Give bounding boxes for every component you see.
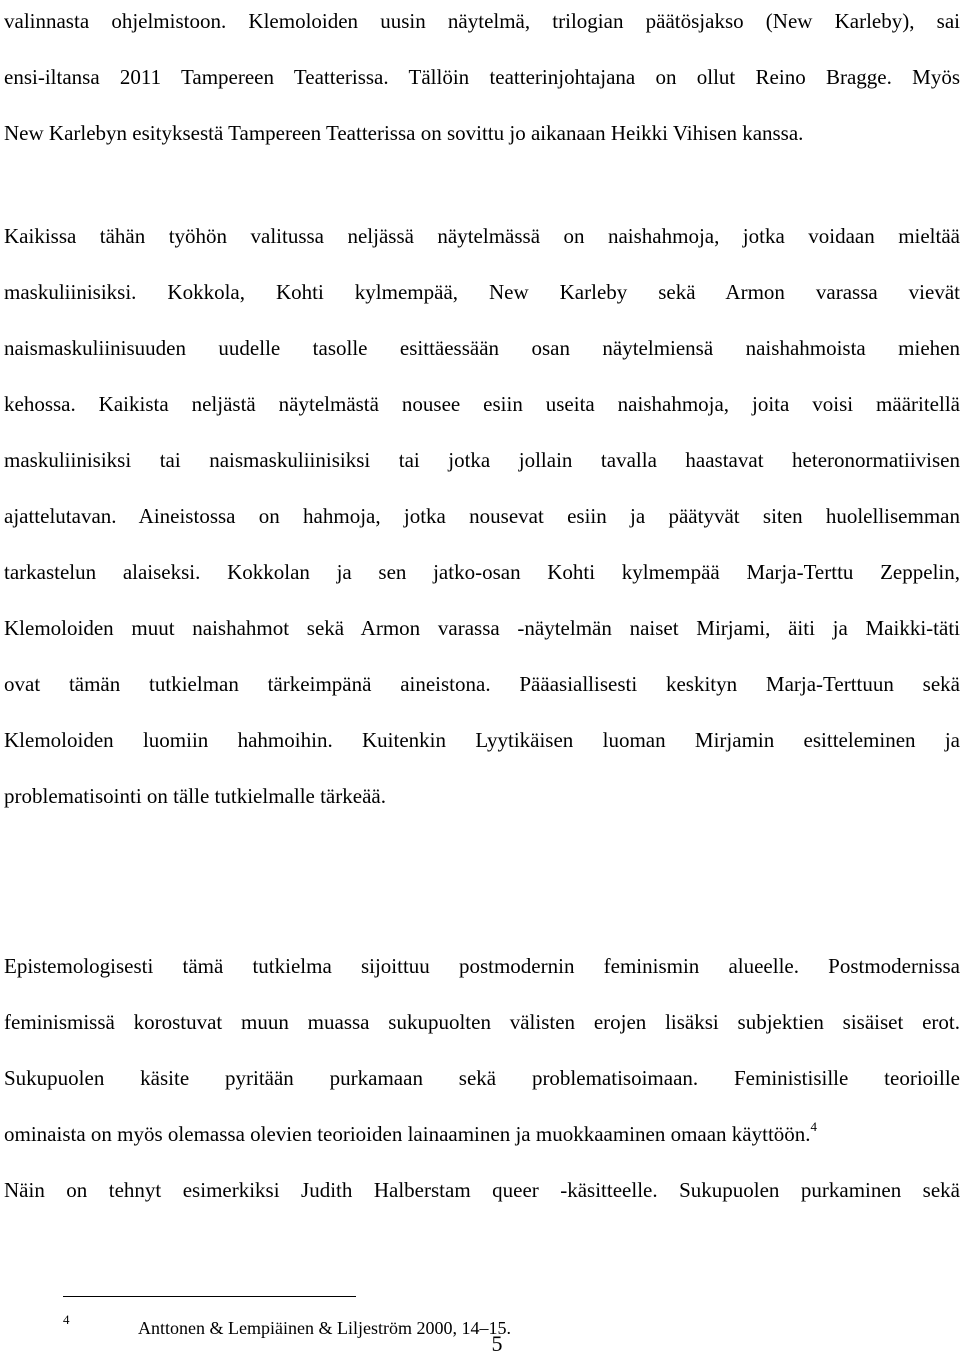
text-line: New Karlebyn esityksestä Tampereen Teatterissa on sovittu jo aikanaan Heikki Vihisen kanssa. — [4, 121, 804, 145]
text-line: Sukupuolen käsite pyritään purkamaan sekä problematisoimaan. Feministisille teorioille — [4, 1066, 960, 1090]
text-line: maskuliinisiksi. Kokkola, Kohti kylmempää, New Karleby sekä Armon varassa vievät — [4, 280, 960, 304]
page-number: 5 — [491, 1331, 503, 1356]
paragraph-2 — [4, 208, 960, 824]
footnote-reference[interactable]: 4 — [810, 1119, 818, 1134]
text-line: valinnasta ohjelmistoon. Klemoloiden uusin näytelmä, trilogian päätösjakso (New Karleby), sai — [4, 9, 960, 33]
paragraph-3 — [4, 938, 960, 1218]
text-line: ajattelutavan. Aineistossa on hahmoja, jotka nousevat esiin ja päätyvät siten huolellisemman — [4, 504, 960, 528]
text-line: feminismissä korostuvat muun muassa sukupuolten välisten erojen lisäksi subjektien sisäiset erot. — [4, 1010, 960, 1034]
text-line: ominaista on myös olemassa olevien teorioiden lainaaminen ja muokkaaminen omaan käyttöön. — [4, 1122, 811, 1146]
text-line: Epistemologisesti tämä tutkielma sijoittuu postmodernin feminismin alueelle. Postmodernissa — [4, 954, 960, 978]
text-line: tarkastelun alaiseksi. Kokkolan ja sen jatko-osan Kohti kylmempää Marja-Terttu Zeppelin, — [4, 560, 960, 584]
text-line: Näin on tehnyt esimerkiksi Judith Halberstam queer -käsitteelle. Sukupuolen purkaminen sekä — [4, 1178, 960, 1202]
text-line: naismaskuliinisuuden uudelle tasolle esittäessään osan näytelmiensä naishahmoista miehen — [4, 336, 960, 360]
text-line: Klemoloiden muut naishahmot sekä Armon varassa -näytelmän naiset Mirjami, äiti ja Maikki-täti — [4, 616, 960, 640]
paragraph-1 — [4, 0, 960, 161]
text-line: Kaikissa tähän työhön valitussa neljässä näytelmässä on naishahmoja, jotka voidaan mieltää — [4, 224, 960, 248]
footnote-separator — [63, 1296, 356, 1297]
footnote-number: 4 — [63, 1312, 70, 1327]
text-line: ovat tämän tutkielman tärkeimpänä aineistona. Pääasiallisesti keskityn Marja-Terttuun sekä — [4, 672, 960, 696]
text-line: maskuliinisiksi tai naismaskuliinisiksi tai jotka jollain tavalla haastavat heteronormatiivisen — [4, 448, 960, 472]
text-line: problematisointi on tälle tutkielmalle tärkeää. — [4, 784, 386, 808]
text-line-with-footnote — [4, 1106, 960, 1162]
text-line: Klemoloiden luomiin hahmoihin. Kuitenkin Lyytikäisen luoman Mirjamin esitteleminen ja — [4, 728, 960, 752]
text-line: kehossa. Kaikista neljästä näytelmästä nousee esiin useita naishahmoja, joita voisi määritellä — [4, 392, 960, 416]
footnote-text: Anttonen & Lempiäinen & Liljeström 2000, 14–15. — [138, 1318, 511, 1338]
text-line: ensi-iltansa 2011 Tampereen Teatterissa. Tällöin teatterinjohtajana on ollut Reino Bragge. Myös — [4, 65, 960, 89]
